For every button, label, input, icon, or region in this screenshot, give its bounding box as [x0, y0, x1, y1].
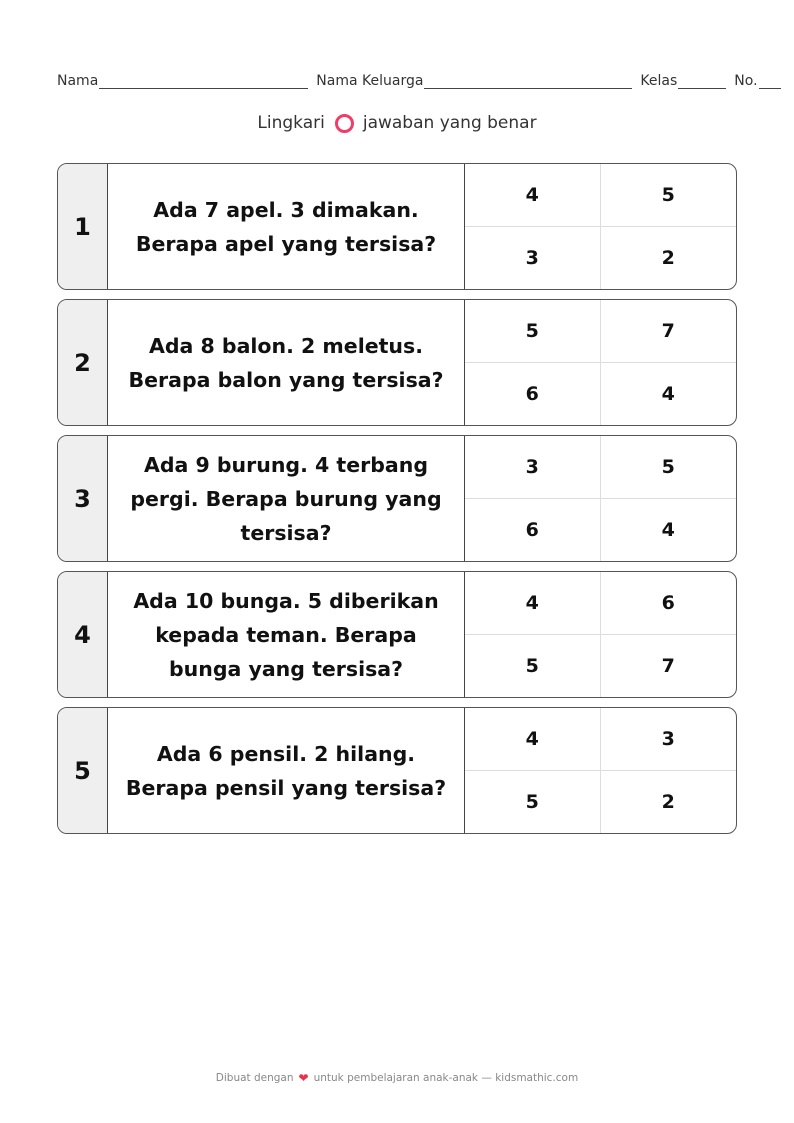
heart-icon: ❤	[298, 1071, 309, 1085]
footer-after: untuk pembelajaran anak-anak — kidsmathic.com	[313, 1072, 579, 1084]
name-label: Nama	[57, 73, 99, 89]
name-field[interactable]	[57, 73, 308, 89]
question-list	[57, 163, 737, 843]
instruction-before: Lingkari	[257, 113, 325, 133]
name-fields-header	[57, 69, 794, 89]
question-card	[57, 435, 737, 562]
answer-option[interactable]: 5	[465, 300, 601, 363]
answer-option[interactable]: 6	[465, 363, 601, 426]
family-name-field[interactable]	[316, 73, 632, 89]
question-card	[57, 163, 737, 290]
question-text: Ada 10 bunga. 5 diberikan kepada teman. Berapa bunga yang tersisa?	[108, 572, 465, 697]
name-line[interactable]	[99, 74, 308, 89]
footer-before: Dibuat dengan	[215, 1072, 294, 1084]
answer-grid	[465, 572, 736, 697]
answer-option[interactable]: 4	[465, 708, 601, 771]
answer-option[interactable]: 2	[661, 246, 675, 269]
question-text: Ada 7 apel. 3 dimakan. Berapa apel yang tersisa?	[108, 164, 465, 289]
answer-option[interactable]: 5	[465, 635, 601, 698]
instruction-after: jawaban yang benar	[362, 113, 537, 133]
question-text: Ada 8 balon. 2 meletus. Berapa balon yang tersisa?	[108, 300, 465, 425]
question-number: 1	[58, 164, 108, 289]
answer-grid	[465, 300, 736, 425]
answer-option[interactable]: 4	[661, 518, 675, 541]
circle-icon	[335, 114, 354, 133]
question-text: Ada 9 burung. 4 terbang pergi. Berapa burung yang tersisa?	[108, 436, 465, 561]
answer-option[interactable]: 3	[601, 708, 737, 771]
answer-grid	[465, 436, 736, 561]
answer-option[interactable]: 6	[465, 499, 601, 562]
number-label: No.	[734, 73, 758, 89]
answer-option[interactable]: 2	[661, 790, 675, 813]
question-number: 5	[58, 708, 108, 833]
number-line[interactable]	[759, 74, 781, 89]
answer-option[interactable]: 4	[465, 572, 601, 635]
question-card	[57, 571, 737, 698]
answer-option[interactable]: 5	[601, 164, 737, 227]
answer-option[interactable]: 3	[465, 436, 601, 499]
instruction	[0, 113, 794, 133]
family-name-line[interactable]	[424, 74, 632, 89]
question-number: 2	[58, 300, 108, 425]
number-field[interactable]	[734, 73, 780, 89]
question-number: 4	[58, 572, 108, 697]
answer-grid	[465, 708, 736, 833]
answer-option[interactable]: 6	[601, 572, 737, 635]
question-card	[57, 299, 737, 426]
question-card	[57, 707, 737, 834]
answer-grid	[465, 164, 736, 289]
question-text: Ada 6 pensil. 2 hilang. Berapa pensil yang tersisa?	[108, 708, 465, 833]
answer-option[interactable]: 7	[661, 654, 675, 677]
footer	[0, 1071, 794, 1085]
family-name-label: Nama Keluarga	[316, 73, 424, 89]
class-field[interactable]	[640, 73, 726, 89]
answer-option[interactable]: 7	[601, 300, 737, 363]
question-number: 3	[58, 436, 108, 561]
class-line[interactable]	[678, 74, 726, 89]
answer-option[interactable]: 4	[465, 164, 601, 227]
answer-option[interactable]: 3	[465, 227, 601, 290]
answer-option[interactable]: 5	[601, 436, 737, 499]
answer-option[interactable]: 4	[661, 382, 675, 405]
answer-option[interactable]: 5	[465, 771, 601, 834]
class-label: Kelas	[640, 73, 678, 89]
